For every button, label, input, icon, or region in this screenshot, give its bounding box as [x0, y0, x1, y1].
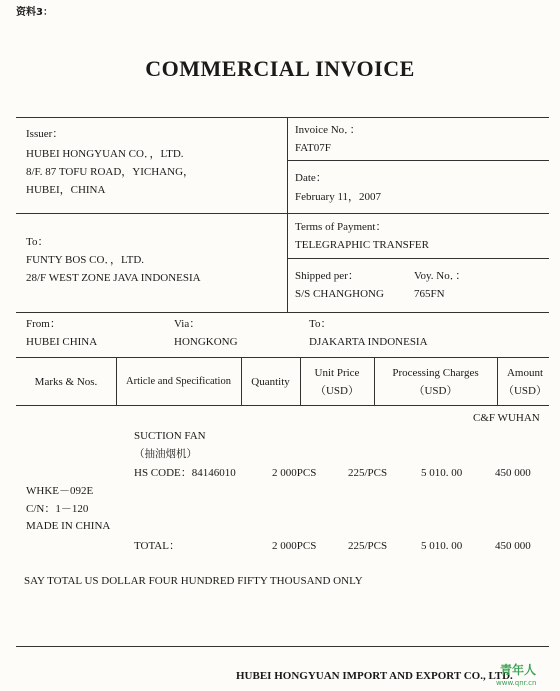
watermark-logo-text: 青年人 [500, 663, 537, 677]
total-label: TOTAL： [134, 540, 180, 552]
route-to-value: DJAKARTA INDONESIA [309, 336, 428, 348]
route-to-label: To： [309, 318, 332, 330]
item-unit-price: 225/PCS [348, 467, 388, 479]
route-top-border [16, 312, 549, 313]
shipped-value: S/S CHANGHONG [295, 288, 384, 300]
col-header-unit-price-currency: （USD） [314, 385, 359, 397]
voy-value: 765FN [414, 288, 445, 300]
watermark-url: www.qnr.cn [496, 679, 537, 687]
marks-line2: C/N：1－120 [26, 503, 89, 515]
top-label: 资料3： [16, 7, 53, 18]
via-label: Via： [174, 318, 201, 330]
payment-shipped-divider [287, 258, 549, 259]
issuer-line3: HUBEI，CHINA [26, 184, 106, 196]
col-header-article: Article and Specification [126, 376, 231, 387]
to-line2: 28/F WEST ZONE JAVA INDONESIA [26, 272, 201, 284]
marks-line1: WHKE－092E [26, 485, 94, 497]
header-row-bottom-border [16, 405, 549, 406]
say-total: SAY TOTAL US DOLLAR FOUR HUNDRED FIFTY THOUSAND ONLY [24, 575, 363, 587]
date-label: Date： [295, 172, 327, 184]
to-line1: FUNTY BOS CO．，LTD. [26, 254, 145, 266]
table-top-border [16, 117, 549, 118]
col-header-quantity: Quantity [251, 376, 290, 388]
issuer-column-divider [287, 117, 288, 312]
item-hs-code: HS CODE：84146010 [134, 467, 236, 479]
say-total-bottom-border [16, 646, 549, 647]
payment-value: TELEGRAPHIC TRANSFER [295, 239, 429, 251]
total-unit-price: 225/PCS [348, 540, 388, 552]
col-header-processing-currency: （USD） [413, 385, 458, 397]
marks-line3: MADE IN CHINA [26, 520, 111, 532]
total-quantity: 2 000PCS [272, 540, 317, 552]
to-label: To： [26, 236, 49, 248]
issuer-line1: HUBEI HONGYUAN CO．，LTD. [26, 148, 184, 160]
trade-terms: C&F WUHAN [473, 412, 540, 424]
from-value: HUBEI CHINA [26, 336, 98, 348]
item-amount: 450 000 [495, 467, 531, 479]
invoice-no-value: FAT07F [295, 142, 331, 154]
total-processing: 5 010. 00 [421, 540, 463, 552]
col-header-marks: Marks & Nos. [34, 376, 98, 388]
shipped-label: Shipped per： [295, 270, 359, 282]
total-amount: 450 000 [495, 540, 531, 552]
col-header-amount-currency: （USD） [502, 385, 547, 397]
item-processing: 5 010. 00 [421, 467, 463, 479]
voy-label: Voy. No．： [414, 270, 467, 282]
col-header-amount: Amount [506, 367, 544, 379]
item-quantity: 2 000PCS [272, 467, 317, 479]
col-header-unit-price: Unit Price [314, 367, 360, 379]
header-row-top-border [16, 357, 549, 358]
footer-company: HUBEI HONGYUAN IMPORT AND EXPORT CO., LTD. [236, 670, 513, 682]
payment-label: Terms of Payment： [295, 221, 387, 233]
col-header-processing: Processing Charges [392, 367, 479, 379]
issuer-to-divider [16, 213, 549, 214]
issuer-label: Issuer： [26, 128, 64, 140]
from-label: From： [26, 318, 61, 330]
issuer-line2: 8/F. 87 TOFU ROAD，YICHANG， [26, 166, 195, 178]
invoice-no-label: Invoice No．： [295, 124, 361, 136]
item-name: SUCTION FAN [134, 430, 206, 442]
via-value: HONGKONG [174, 336, 238, 348]
date-value: February 11，2007 [295, 191, 382, 203]
invoice-date-divider [287, 160, 549, 161]
invoice-title: COMMERCIAL INVOICE [145, 56, 415, 81]
item-name-cn: （抽油烟机） [134, 448, 197, 460]
